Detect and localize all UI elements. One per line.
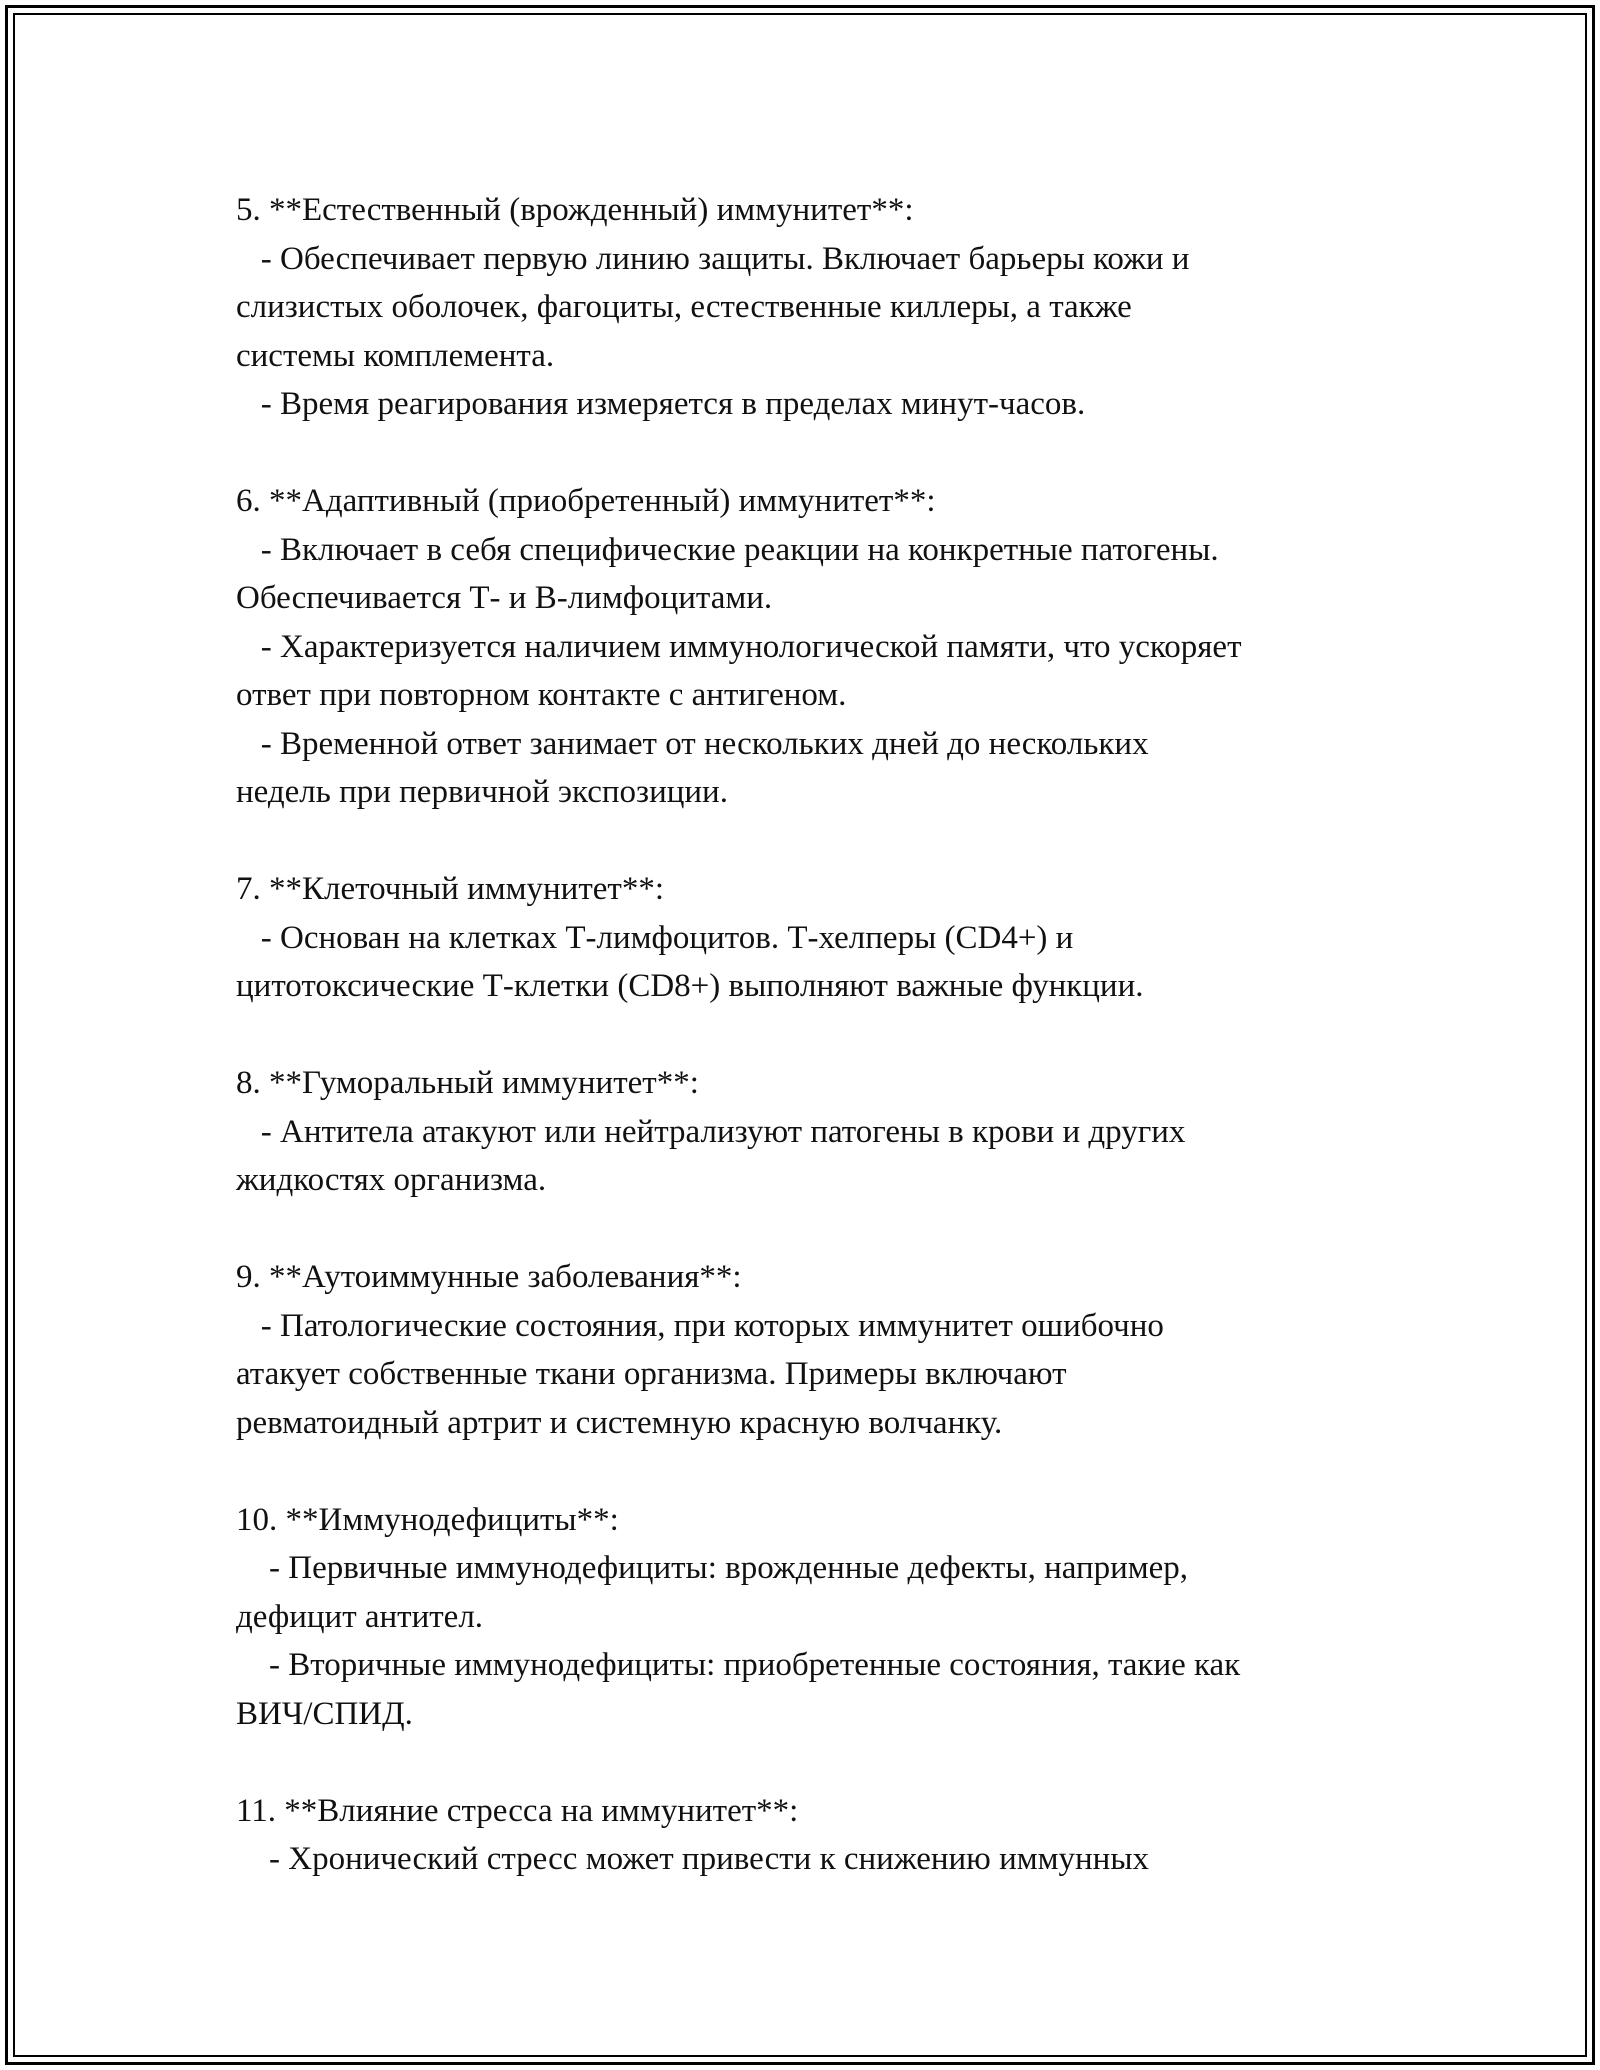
bullet-item: - Хронический стресс может привести к снижению иммунных (236, 1841, 1149, 1877)
bullet-item: - Временной ответ занимает от нескольких дней до нескольких недель при первичной экспозиции. (236, 725, 1149, 810)
section-10 (236, 1496, 1386, 1739)
section-6 (236, 477, 1386, 817)
section-7 (236, 865, 1386, 1011)
section-heading: 5. **Естественный (врожденный) иммунитет**: (236, 192, 914, 228)
section-heading: 10. **Иммунодефициты**: (236, 1501, 619, 1538)
section-8 (236, 1059, 1386, 1205)
bullet-item: - Первичные иммунодефициты: врожденные дефекты, например, дефицит антител. (236, 1550, 1189, 1635)
bullet-item: - Патологические состояния, при которых иммунитет ошибочно атакует собственные ткани организма. Примеры включают ревматоидный артрит и системную красную волчанку. (236, 1307, 1164, 1441)
section-heading: 11. **Влияние стресса на иммунитет**: (236, 1792, 799, 1829)
section-heading: 7. **Клеточный иммунитет**: (236, 871, 665, 907)
section-5 (236, 186, 1386, 429)
document-body (236, 186, 1386, 1932)
bullet-item: - Включает в себя специфические реакции на конкретные патогены. Обеспечивается Т- и В-лимфоцитами. (236, 531, 1219, 616)
section-9 (236, 1253, 1386, 1447)
bullet-item: - Антитела атакуют или нейтрализуют патогены в крови и других жидкостях организма. (236, 1113, 1186, 1198)
bullet-item: - Время реагирования измеряется в пределах минут-часов. (236, 386, 1086, 422)
bullet-item: - Характеризуется наличием иммунологической памяти, что ускоряет ответ при повторном контакте с антигеном. (236, 628, 1242, 713)
bullet-item: - Обеспечивает первую линию защиты. Включает барьеры кожи и слизистых оболочек, фагоциты, естественные киллеры, а также системы комплемента. (236, 240, 1190, 374)
bullet-item: - Основан на клетках Т-лимфоцитов. Т-хелперы (CD4+) и цитотоксические Т-клетки (CD8+) выполняют важные функции. (236, 919, 1144, 1004)
bullet-item: - Вторичные иммунодефициты: приобретенные состояния, такие как ВИЧ/СПИД. (236, 1647, 1241, 1732)
section-heading: 6. **Адаптивный (приобретенный) иммунитет**: (236, 483, 936, 519)
section-11 (236, 1787, 1386, 1884)
section-heading: 8. **Гуморальный иммунитет**: (236, 1065, 699, 1101)
section-heading: 9. **Аутоиммунные заболевания**: (236, 1259, 742, 1295)
